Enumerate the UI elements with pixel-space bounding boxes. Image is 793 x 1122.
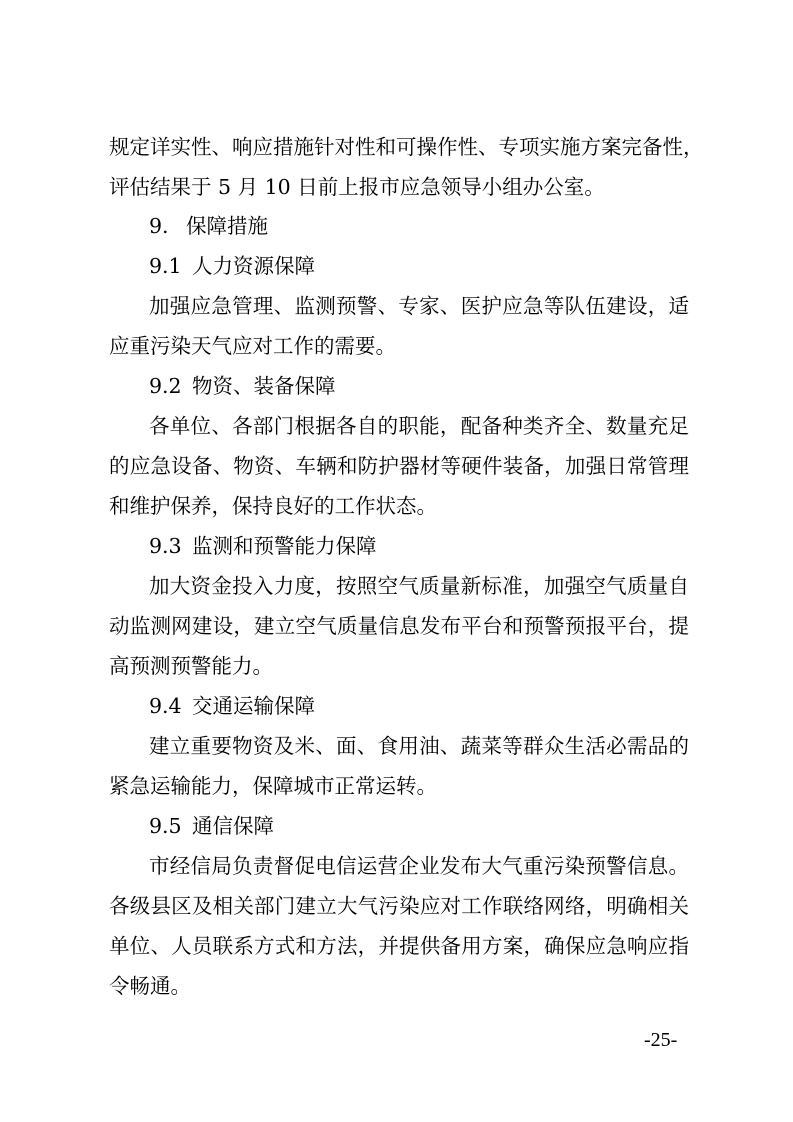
page-number: -25-: [644, 1029, 678, 1051]
subsection-number: 9.2: [149, 374, 182, 398]
subsection-number: 9.4: [149, 694, 182, 718]
paragraph-line: 加强应急管理、监测预警、专家、医护应急等队伍建设，适: [149, 294, 689, 318]
paragraph-line: 加大资金投入力度，按照空气质量新标准，加强空气质量自: [149, 574, 689, 598]
paragraph-line: 高预测预警能力。: [109, 654, 273, 678]
subsection-number: 9.1: [149, 254, 182, 278]
paragraph-line: 和维护保养，保持良好的工作状态。: [109, 494, 437, 518]
paragraph-line: 动监测网建设，建立空气质量信息发布平台和预警预报平台，提: [109, 614, 689, 638]
paragraph-line: 应重污染天气应对工作的需要。: [109, 334, 396, 358]
section-title: 保障措施: [186, 214, 268, 238]
intro-line-2: 评估结果于 5 月 10 日前上报市应急领导小组办公室。: [109, 175, 605, 199]
paragraph-line: 单位、人员联系方式和方法，并提供备用方案，确保应急响应指: [109, 934, 689, 958]
subsection-title: 物资、装备保障: [192, 374, 336, 398]
section-heading: [149, 212, 268, 240]
subsection-heading-9-5: [149, 812, 274, 840]
subsection-title: 人力资源保障: [192, 254, 315, 278]
paragraph-line: 各单位、各部门根据各自的职能，配备种类齐全、数量充足: [149, 414, 689, 438]
paragraph-line: 紧急运输能力，保障城市正常运转。: [109, 774, 437, 798]
subsection-title: 通信保障: [192, 814, 274, 838]
paragraph-line: 各级县区及相关部门建立大气污染应对工作联络网络，明确相关: [109, 894, 689, 918]
paragraph-line: 市经信局负责督促电信运营企业发布大气重污染预警信息。: [149, 854, 689, 878]
subsection-title: 监测和预警能力保障: [192, 534, 377, 558]
subsection-heading-9-1: [149, 252, 315, 280]
paragraph-line: 令畅通。: [109, 974, 191, 998]
subsection-heading-9-4: [149, 692, 315, 720]
subsection-title: 交通运输保障: [192, 694, 315, 718]
intro-line-1: 规定详实性、响应措施针对性和可操作性、专项实施方案完备性，: [109, 135, 704, 159]
paragraph-line: 的应急设备、物资、车辆和防护器材等硬件装备，加强日常管理: [109, 454, 689, 478]
subsection-heading-9-2: [149, 372, 336, 400]
subsection-number: 9.3: [149, 534, 182, 558]
section-number: 9.: [149, 214, 169, 238]
paragraph-line: 建立重要物资及米、面、食用油、蔬菜等群众生活必需品的: [149, 734, 689, 758]
subsection-number: 9.5: [149, 814, 182, 838]
subsection-heading-9-3: [149, 532, 377, 560]
